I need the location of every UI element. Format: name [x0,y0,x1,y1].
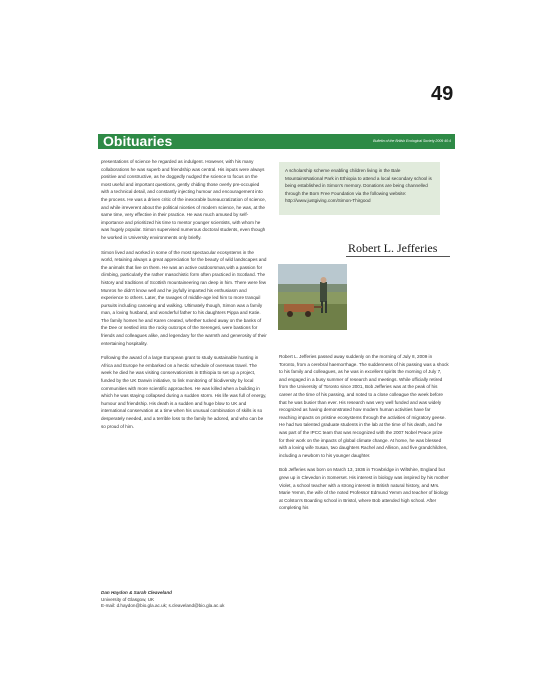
paragraph: Following the award of a large European grant to study sustainable hunting in Africa and Europe he embarked on a hectic schedule of overseas travel. The week he died he was visiting conservationists in Ethiopia to set up a project, funded by the UK Darwin initiative, to link monitoring of biodiversity by local communities with more scientific approaches. He was killed when a building in which he was staying collapsed during a sudden storm. His life was full of energy, humour and friendship. His death is a sudden and huge blow to UK and international conservation at a time when his unusual combination of skills is so desperately needed, and a terrible loss to the family he adored, and who can be so proud of him. [101,355,267,429]
author-names: Dan Haydon & Sarah Cleaveland [101,590,172,595]
right-column [279,353,449,519]
journal-citation: Bulletin of the British Ecological Society 2009 40:4 [373,139,451,143]
paragraph: Robert L. Jefferies passed away suddenly on the morning of July 8, 2009 in Toronto, from a cerebral haemorrhage. The suddenness of his passing was a shock to his family and colleagues, as he was in excellent spirits the morning of July 7, and engaged in a busy summer of research and meetings. While officially retired from the University of Toronto since 2001, Bob Jefferies was at the peak of his career at the time of his passing, and noted to a close colleague the week before that he was busier than ever. His research was very well funded and was widely recognized as having demonstrated how modern human activities have far reaching impacts on pristine ecosystems through the activities of migratory geese. He had two talented graduate students in the lab at the time of his death, and he was part of the IPCC team that was recognized with the 2007 Nobel Peace prize for their work on the impacts of global climate change. At home, he was blessed with a loving wife Susan, two daughters Rachel and Allison, and five grandchildren, including a newborn to his younger daughter. [279,354,449,458]
obituary-name-heading: Robert L. Jefferies [348,241,438,255]
left-column [101,158,267,437]
author-email: E-mail: d.haydon@bio.gla.ac.uk; s.cleaveland@bio.gla.ac.uk [101,603,225,609]
scholarship-notice [279,162,440,215]
portrait-photo [278,264,347,330]
heading-rule [346,256,450,257]
paragraph: Simon lived and worked in some of the most spectacular ecosystems in the world, retaining always a great appreciation for the beauty of wild landscapes and the animals that live on them. He was an active outdoorsman,with a passion for climbing, particularly the rather masochistic form often practiced in Scotland. The history and traditions of Scottish mountaineering ran deep in him. There were few Munros he didn't know well and he joyfully imparted his enthusiasm and experience to others. Later, the ravages of middle-age led him to more tranquil pursuits including canoeing and walking. Ultimately though, Simon was a family man, a loving husband, and wonderful father to his daughters Pippa and Katie. The family homes he and Karen created, whether tucked away on the banks of the Dee or nestled into the rocky outcrops of the Serengeti, were bastions for friends and colleagues alike, and legendary for the warmth and generosity of their entertaining hospitality. [101,249,267,346]
page-number: 49 [431,83,454,105]
author-signature [101,590,301,610]
author-affiliation: University of Glasgow, UK [101,596,155,602]
paragraph: Bob Jefferies was born on March 13, 1936 in Trowbridge in Wiltshire, England but grew up in Clevedon in Somerset. His interest in biology was inspired by his mother Violet, a school teacher with a strong interest in British natural history, and Mrs. Marie Yemm, the wife of the noted Professor Edmund Yemm and teacher of biology at Colston's Boarding school in Bristol, where Bob attended high school. After completing his [279,467,449,511]
paragraph: presentations of science he regarded as indulgent. However, with his many collaborations he was superb and friendship was central. His inputs were always positive and constructive, as he doggedly nudged the science to focus on the most useful and important questions, gently chiding those overly pre-occupied with a technical detail, and constantly injecting humour and encouragement into the process. He was a driven critic of the inexorable bureaucratization of science, and while irreverent about the political niceties of modern science, he was, at the same time, very effective in their practice. He was much amused by self-importance and prioritized his time to mentor younger scientists, with whom he was hugely popular. Simon supervised numerous doctoral students, even though he worked in University environments only briefly. [101,159,266,240]
scholarship-text: A scholarship scheme enabling children living in the Bale MountainsNational Park in Ethiopia to attend a local secondary school is being established in Simon's memory. Donations are being channelled through the Born Free Foundation via the following website: http://www.justgiving.com/Simon-Thirgood [285,168,432,204]
section-title: Obituaries [103,133,173,149]
